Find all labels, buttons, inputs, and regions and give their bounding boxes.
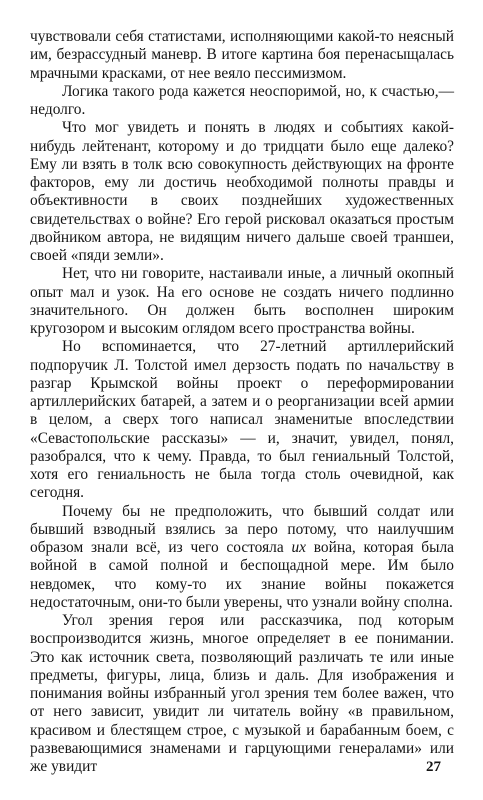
paragraph-6 <box>30 503 454 613</box>
paragraph-6-text-after: война, которая была войной в самой полной и беспощадной мере. Им было невдомек, что кому-то их знание войны покажется недостаточным, они-то были уверены, что узнали войну сполна. <box>30 539 454 611</box>
paragraph-7: Угол зрения героя или рассказчика, под которым воспроизводится жизнь, многое определяет в ее понимании. Это как источник света, позволяющий различать те или иные предметы, фигуры, лица, близь и даль. Для изображения и понимания войны избранный угол зрения тем более важен, что от него зависит, увидит ли читатель войну «в правильном, красивом и блестящем строе, с музыкой и барабанным боем, с развевающимися знаменами и гарцующими генералами» или же увидит <box>30 612 454 775</box>
paragraph-6-text-before: Почему бы не предположить, что бывший солдат или бывший взводный взялись за перо потому, что наилучшим образом знали всё, из чего состояла <box>30 502 454 556</box>
page-number: 27 <box>426 759 441 775</box>
paragraph-1: чувствовали себя статистами, исполняющими какой-то неясный им, безрассудный маневр. В итоге картина боя перенасыщалась мрачными красками, от нее веяло пессимизмом. <box>30 28 454 82</box>
paragraph-5: Но вспоминается, что 27-летний артиллерийский подпоручик Л. Толстой имел дерзость подать по начальству в разгар Крымской войны проект о переформировании артиллерийских батарей, а затем и о реорганизации всей армии в целом, а сверх того написал знаменитые впоследствии «Севастопольские рассказы» — и, значит, увидел, понял, разобрался, что к чему. Правда, то был гениальный Толстой, хотя его гениальность не была тогда столь очевидной, как сегодня. <box>30 338 454 502</box>
paragraph-4: Нет, что ни говорите, настаивали иные, а личный окопный опыт мал и узок. На его основе не создать ничего подлинно значительного. Он должен быть восполнен широким кругозором и высоким оглядом всего пространства войны. <box>30 265 454 337</box>
paragraph-3: Что мог увидеть и понять в людях и событиях какой-нибудь лейтенант, которому и до тридцати было еще далеко? Ему ли взять в толк всю совокупность действующих на фронте факторов, ему ли достичь необходимой полноты правды и объективности в своих позднейших художественных свидетельствах о войне? Его герой рисковал оказаться простым двойником автора, не видящим ничего дальше своей траншеи, своей «пяди земли». <box>30 119 454 264</box>
paragraph-2: Логика такого рода кажется неоспоримой, но, к счастью,— недолго. <box>30 82 454 118</box>
body-text <box>30 28 454 776</box>
paragraph-6-emphasis: их <box>291 539 306 556</box>
